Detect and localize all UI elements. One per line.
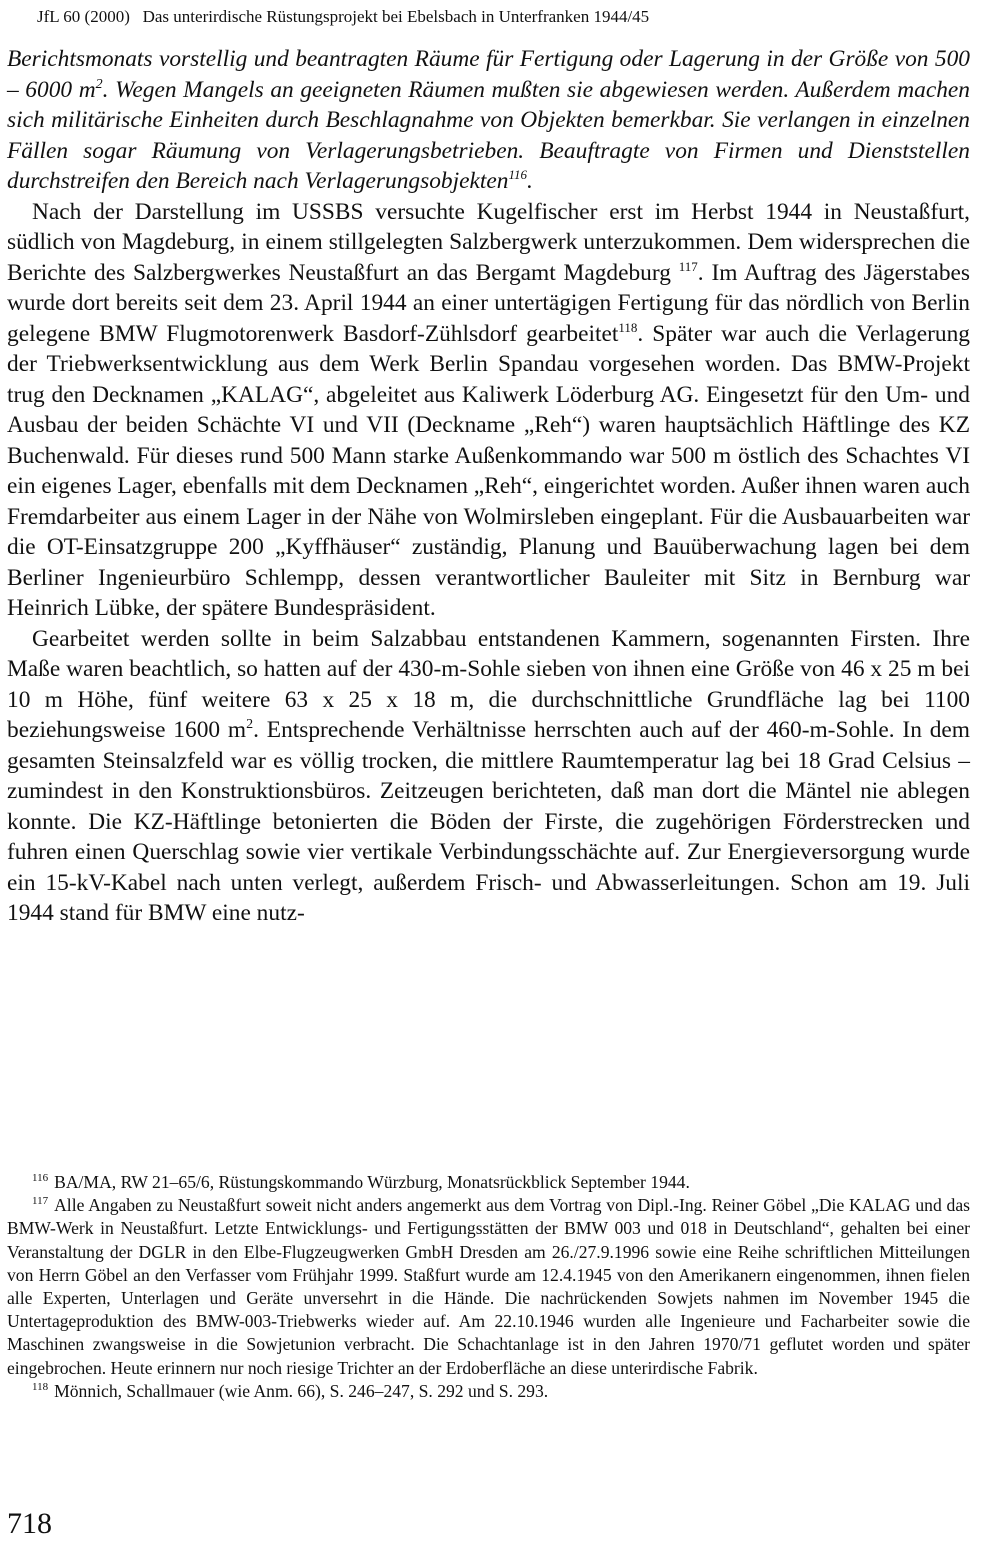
- quote-paragraph: Berichtsmonats vorstellig und beantragten Räume für Fertigung oder Lagerung in der Größe von 500 – 6000 $m^2$. Wegen Mangels an geeigneten Räumen mußten sie abgewiesen werden. Außerdem machen sich militärische Einheiten durch Beschlagnahme von Objekten bemerkbar. Sie verlangen in einzelnen Fällen sogar Räumung von Verlagerungsbetrieben. Beauftragte von Firmen und Dienststellen durchstreifen den Bereich nach Verlagerungsobjekten$^{116}$.: [7, 46, 970, 194]
- footnote-ref-118[interactable]: 118: [618, 319, 638, 335]
- paragraph-2: Gearbeitet werden sollte in beim Salzabbau entstandenen Kammern, sogenannten Firsten. Ihre Maße waren beachtlich, so hatten auf der 430-m-Sohle sieben von ihnen eine Größe von 46 x 25 m bei 10 m Höhe, fünf weitere 63 x 25 x 18 m, die durchschnittliche Grundfläche lag bei 1100 beziehungsweise 1600 $m^2$. Entsprechende Verhältnisse herrschten auch auf der 460-m-Sohle. In dem gesamten Steinsalzfeld war es völlig trocken, die mittlere Raumtemperatur lag bei 18 Grad Celsius – zumindest in den Konstruktionsbüros. Zeitzeugen berichteten, daß man dort die Mäntel nie ablegen konnte. Die KZ-Häftlinge betonierten die Böden der Firste, die zugehörigen Förderstrecken und fuhren einen Querschlag sowie vier vertikale Verbindungsschächte auf. Zur Energieversorgung wurde ein 15-kV-Kabel nach unten verlegt, außerdem Frisch- und Abwasserleitungen. Schon am 19. Juli 1944 stand für BMW eine nutz-: [7, 625, 970, 926]
- footnote-number: 116: [32, 1172, 49, 1185]
- footnote-116: [7, 1171, 970, 1194]
- running-header: [37, 6, 937, 28]
- page-number: 718: [7, 1507, 52, 1540]
- footnotes: [7, 1171, 970, 1403]
- journal-reference: JfL 60 (2000): [37, 7, 130, 26]
- superscript: 2: [246, 717, 254, 733]
- footnote-text: Mönnich, Schallmauer (wie Anm. 66), S. 246–247, S. 292 und S. 293.: [54, 1380, 549, 1401]
- footnote-text: BA/MA, RW 21–65/6, Rüstungskommando Würzburg, Monatsrückblick September 1944.: [54, 1172, 690, 1192]
- footnote-118: [7, 1380, 970, 1403]
- footnote-number: 117: [32, 1195, 49, 1208]
- footnote-117: [7, 1194, 970, 1380]
- footnote-ref-116[interactable]: 116: [508, 167, 528, 183]
- paragraph-1: Nach der Darstellung im USSBS versuchte Kugelfischer erst im Herbst 1944 in Neustaßfurt, südlich von Magdeburg, in einem stillgelegten Salzbergwerk unterzukommen. Dem widersprechen die Berichte des Salzbergwerkes Neustaßfurt an das Bergamt Magdeburg $^{117}$. Im Auftrag des Jägerstabes wurde dort bereits seit dem 23. April 1944 an einer untertägigen Fertigung für das nördlich von Berlin gelegene BMW Flugmotorenwerk Basdorf-Zühlsdorf gearbeitet$^{118}$. Später war auch die Verlagerung der Triebwerksentwicklung aus dem Werk Berlin Spandau vorgesehen worden. Das BMW-Projekt trug den Decknamen „KALAG“, abgeleitet aus Kaliwerk Löderburg AG. Eingesetzt für den Um- und Ausbau der beiden Schächte VI und VII (Deckname „Reh“) waren hauptsächlich Häftlinge des KZ Buchenwald. Für dieses rund 500 Mann starke Außenkommando war 500 m östlich des Schachtes VI ein eigenes Lager, ebenfalls mit dem Decknamen „Reh“, eingerichtet worden. Außer ihnen waren auch Fremdarbeiter aus einem Lager in der Nähe von Wolmirsleben eingeplant. Für die Ausbauarbeiten war die OT-Einsatzgruppe 200 „Kyffhäuser“ zuständig, Planung und Bauüberwachung lagen bei dem Berliner Ingenieurbüro Schlempp, dessen verantwortlicher Bauleiter mit Sitz in Bernburg war Heinrich Lübke, der spätere Bundespräsident.: [7, 198, 970, 621]
- footnote-number: 118: [32, 1380, 49, 1393]
- footnote-ref-117[interactable]: 117: [678, 258, 698, 274]
- footnote-text: Alle Angaben zu Neustaßfurt soweit nicht anders angemerkt aus dem Vortrag von Dipl.-Ing. Reiner Göbel „Die KALAG und das BMW-Werk in Neustaßfurt. Letzte Entwicklungs- und Fertigungsstätten der BMW 003 und 018 in Deutschland“, gehalten bei einer Veranstaltung der DGLR in den Elbe-Flugzeugwerken GmbH Dresden am 26./27.9.1996 sowie eine Reihe schriftlichen Mitteilungen von Herrn Göbel an den Verfasser vom Frühjahr 1999. Staßfurt wurde am 12.4.1945 von den Amerikanern eingenommen, ihnen fielen alle Experten, Unterlagen und Geräte unversehrt in die Hände. Die nachrückenden Sowjets nahmen im November 1945 die Untertageproduktion des BMW-003-Triebwerks wieder auf. Am 22.10.1946 wurden alle Ingenieure und Facharbeiter sowie die Maschinen zwangsweise in die Sowjetunion verbracht. Die Schachtanlage ist in den Jahren 1970/71 geflutet worden und später eingebrochen. Heute erinnern nur noch riesige Trichter an der Erdoberfläche an diese unterirdische Fabrik.: [7, 1195, 970, 1378]
- article-title: Das unterirdische Rüstungsprojekt bei Ebelsbach in Unterfranken 1944/45: [142, 7, 650, 26]
- superscript: 2: [95, 76, 103, 92]
- document-page: [7, 0, 970, 1563]
- main-text: [7, 44, 970, 929]
